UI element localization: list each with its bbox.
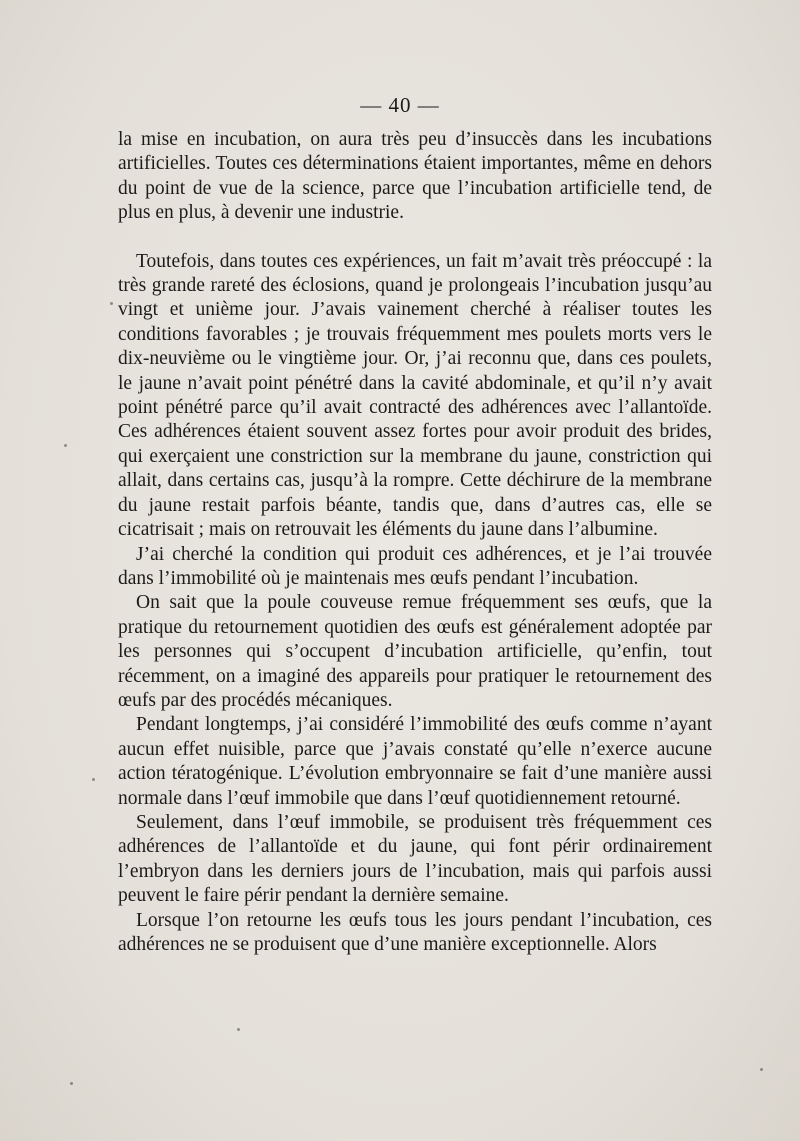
paragraph-gap: [118, 226, 712, 250]
page-number: — 40 —: [360, 93, 440, 117]
paper-speck: [92, 778, 95, 781]
paper-speck: [760, 1068, 763, 1071]
paper-speck: [237, 1028, 240, 1031]
paper-speck: [70, 1082, 73, 1085]
paragraph: J’ai cherché la condition qui produit ces adhérences, et je l’ai trouvée dans l’immobilité où je maintenais mes œufs pendant l’incubation.: [118, 543, 712, 589]
paragraph: Toutefois, dans toutes ces expériences, un fait m’avait très préoccupé : la très grande rareté des éclosions, quand je prolongeais l’incubation jusqu’au vingt et unième jour. J’avais vainement cherché à réaliser toutes les conditions favorables ; je trouvais fréquemment mes poulets morts vers le dix-neuvième ou le vingtième jour. Or, j’ai reconnu que, dans ces poulets, le jaune n’avait point pénétré dans la cavité abdominale, et qu’il n’y avait point pénétré parce qu’il avait contracté des adhérences avec l’allantoïde. Ces adhérences étaient souvent assez fortes pour avoir produit des brides, qui exerçaient une constriction sur la membrane du jaune, constriction qui allait, dans certains cas, jusqu’à la rompre. Cette déchirure de la membrane du jaune restait parfois béante, tandis que, dans d’autres cas, elle se cicatrisait ; mais on retrouvait les éléments du jaune dans l’albumine.: [118, 250, 712, 541]
paper-speck: [64, 444, 67, 447]
paragraph: Lorsque l’on retourne les œufs tous les jours pendant l’incubation, ces adhérences ne se produisent que d’une manière exceptionnelle. Alors: [118, 909, 712, 955]
paragraph: Pendant longtemps, j’ai considéré l’immobilité des œufs comme n’ayant aucun effet nuisible, parce que j’avais constaté qu’elle n’exerce aucune action tératogénique. L’évolution embryonnaire se fait d’une manière aussi normale dans l’œuf immobile que dans l’œuf quotidiennement retourné.: [118, 714, 712, 809]
body-text: [118, 128, 712, 957]
paragraph: On sait que la poule couveuse remue fréquemment ses œufs, que la pratique du retournement quotidien des œufs est généralement adoptée par les personnes qui s’occupent d’incubation artificielle, qu’enfin, tout récemment, on a imaginé des appareils pour pratiquer le retournement des œufs par des procédés mécaniques.: [118, 592, 712, 711]
paper-speck: [110, 302, 113, 305]
paragraph: Seulement, dans l’œuf immobile, se produisent très fréquemment ces adhérences de l’allantoïde et du jaune, qui font périr ordinairement l’embryon dans les derniers jours de l’incubation, mais qui parfois aussi peuvent le faire périr pendant la dernière semaine.: [118, 811, 712, 907]
paragraph-continuation: la mise en incubation, on aura très peu d’insuccès dans les incubations artificielles. Toutes ces déterminations étaient importantes, même en dehors du point de vue de la science, parce que l’incubation artificielle tend, de plus en plus, à devenir une industrie.: [118, 129, 712, 224]
